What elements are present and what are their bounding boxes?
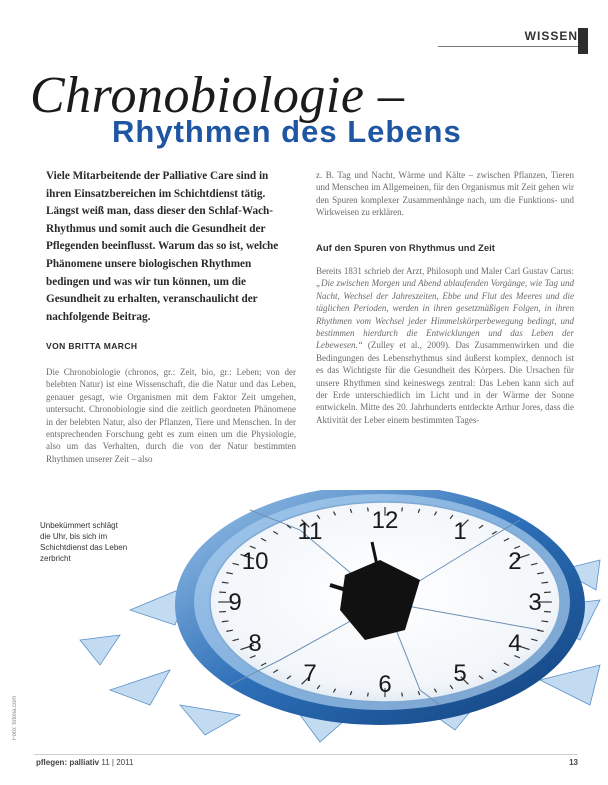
clock-number: 6 <box>378 671 392 698</box>
body-text-right <box>316 265 574 426</box>
clock-tick <box>368 507 369 511</box>
clock-number: 2 <box>508 548 522 575</box>
article-author: VON BRITTA MARCH <box>46 341 138 351</box>
clock-number: 5 <box>453 660 467 688</box>
clock-tick <box>402 507 403 511</box>
publication-issue: 11 | 2011 <box>101 758 134 767</box>
body-text-left: Die Chronobiologie (chronos, gr.: Zeit, bio, gr.: Leben; von der belebten Natur) ist eine Wissenschaft, die die Natur und das Leben, genauer gesagt, wie Organismen mit dem Faktor Zeit umgehen, untersucht. Chronobiologie sind die zeitlich geordneten Phänomene in der belebten Natur, also der Pflanzen, Tiere und Menschen. In der entsprechenden Forschung geht es zum einen um die Physiologie, also um das Verhalten, durch die von der Natur bestimmten Rhythmen unserer Zeit – also <box>46 367 296 464</box>
clock-tick <box>222 621 229 622</box>
section-tag <box>438 26 588 47</box>
clock-number: 10 <box>241 548 269 575</box>
image-caption: Unbekümmert schlägt die Uhr, bis sich im Schichtdienst das Leben zerbricht <box>40 521 128 563</box>
section-marker <box>578 28 588 54</box>
clock-tick <box>368 693 369 697</box>
clock-number: 8 <box>248 630 262 657</box>
section-label: WISSEN <box>524 29 578 43</box>
body-text-right-part2: (Zulley et al., 2009). Das Zusammenwirken und die Bedingungen des Lebensrhythmus sind äußerst komplex, dennoch ist es das Wichtigste für die Gesundheit des Körpers. Die Ursachen für unsere Rhythmen sind keineswegs zentral: Das Leben kann sich auf der Erde unterschiedlich im Licht und in der Wärme der Sonne entwickeln. Mitte des 20. Jahrhunderts entdeckte Arthur Jores, dass die Aktivität der Leber einem bestimmten Tages- <box>316 340 574 425</box>
clock-number: 12 <box>371 507 399 534</box>
page-number: 13 <box>569 758 578 767</box>
section-subheading: Auf den Spuren von Rhythmus und Zeit <box>316 243 495 254</box>
clock-tick <box>541 621 548 622</box>
publication-name: pflegen: palliativ <box>36 758 100 767</box>
clock-tick <box>402 693 403 697</box>
clock-number: 9 <box>228 589 242 616</box>
article-title: Chronobiologie – <box>30 67 405 124</box>
clock-tick <box>222 582 229 583</box>
clock-number: 4 <box>508 630 522 657</box>
photo-credit: Foto: fotolia.com <box>12 695 18 740</box>
body-text-right-part1: Bereits 1831 schrieb der Arzt, Philosoph und Maler Carl Gustav Carus: <box>316 266 574 276</box>
article-subtitle: Rhythmen des Lebens <box>112 114 462 149</box>
clock-number: 1 <box>453 517 467 545</box>
body-text-right-top: z. B. Tag und Nacht, Wärme und Kälte – zwischen Pflanzen, Tieren und Menschen im Allgemeinen, für den Organismus mit Zeit gehen wir den Spuren komplexer Zusammenhänge nach, um die Funktions- und Wirkweisen zu erklären. <box>316 170 574 218</box>
page-footer <box>34 754 578 772</box>
clock-tick <box>541 582 548 583</box>
body-text-right-quote: „Die zwischen Morgen und Abend ablaufenden Vorgänge, wie Tag und Nacht, Wechsel der Jahreszeiten, Ebbe und Flut des Meeres und die täglichen Perioden, werden in ihren gesetzmäßigen Folgen, in ihren Rhythmen vom Wechsel jeder Himmelskörperbewegung bedingt, und bestimmen hierdurch die Entwicklungen und das Leben der Lebewesen.“ <box>316 278 574 351</box>
article-lead: Viele Mitarbeitende der Palliative Care sind in ihren Einsatzbereichen im Schichtdienst tätig. Längst weiß man, dass dieser den Schlaf-Wach-Rhythmus und somit auch die Gesundheit der Pflegenden beeinflusst. Warum das so ist, welche Phänomene unsere biologischen Rhythmen bedingen und was wir tun können, um die Gesundheit zu erhalten, veranschaulicht der nachfolgende Beitrag. <box>46 170 279 323</box>
clock-number: 11 <box>297 517 323 545</box>
clock-number: 7 <box>303 660 317 688</box>
footer-publication <box>36 758 133 767</box>
clock-number: 3 <box>528 589 542 616</box>
